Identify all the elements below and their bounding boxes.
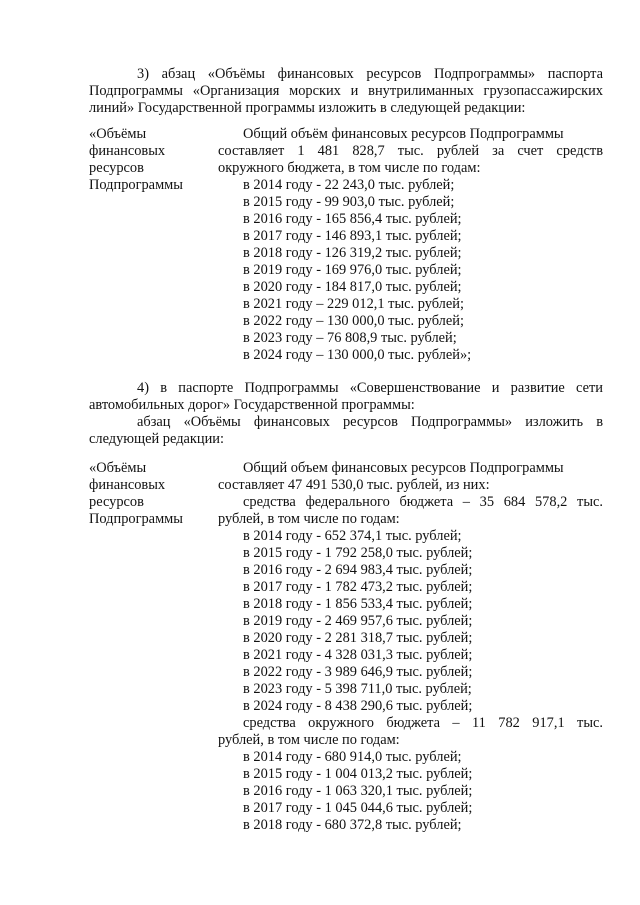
paragraph-line: следующей редакции: bbox=[89, 431, 224, 447]
content-line: составляет 47 491 530,0 тыс. рублей, из них: bbox=[218, 477, 490, 493]
year-line: в 2024 году – 130 000,0 тыс. рублей»; bbox=[243, 347, 472, 363]
year-line: в 2015 году - 99 903,0 тыс. рублей; bbox=[243, 194, 455, 210]
section-4-paragraph bbox=[89, 380, 603, 448]
label-line: ресурсов bbox=[89, 160, 144, 176]
year-line: в 2022 году - 3 989 646,9 тыс. рублей; bbox=[243, 664, 473, 680]
content-line: Общий объем финансовых ресурсов Подпрограммы bbox=[243, 460, 564, 476]
label-line: финансовых bbox=[89, 477, 166, 493]
year-line: в 2020 году - 2 281 318,7 тыс. рублей; bbox=[243, 630, 473, 646]
content-line: составляет 1 481 828,7 тыс. рублей за счет средств bbox=[218, 143, 603, 159]
year-line: в 2014 году - 680 914,0 тыс. рублей; bbox=[243, 749, 462, 765]
year-line: в 2020 году - 184 817,0 тыс. рублей; bbox=[243, 279, 462, 295]
year-line: в 2017 году - 146 893,1 тыс. рублей; bbox=[243, 228, 462, 244]
block-content bbox=[218, 126, 603, 364]
year-line: в 2018 году - 1 856 533,4 тыс. рублей; bbox=[243, 596, 473, 612]
label-line: Подпрограммы bbox=[89, 177, 183, 193]
year-line: в 2014 году - 22 243,0 тыс. рублей; bbox=[243, 177, 455, 193]
year-line: в 2018 году - 680 372,8 тыс. рублей; bbox=[243, 817, 462, 833]
content-line: рублей, в том числе по годам: bbox=[218, 732, 400, 748]
year-line: в 2021 году - 4 328 031,3 тыс. рублей; bbox=[243, 647, 473, 663]
year-line: в 2018 году - 126 319,2 тыс. рублей; bbox=[243, 245, 462, 261]
content-line: рублей, в том числе по годам: bbox=[218, 511, 400, 527]
block-label bbox=[89, 126, 209, 194]
label-line: финансовых bbox=[89, 143, 166, 159]
paragraph-line: абзац «Объёмы финансовых ресурсов Подпрограммы» изложить в bbox=[137, 414, 603, 430]
paragraph-line: 3) абзац «Объёмы финансовых ресурсов Подпрограммы» паспорта bbox=[137, 66, 603, 82]
year-line: в 2019 году - 169 976,0 тыс. рублей; bbox=[243, 262, 462, 278]
year-line: в 2016 году - 1 063 320,1 тыс. рублей; bbox=[243, 783, 473, 799]
block-content bbox=[218, 460, 603, 834]
year-line: в 2015 году - 1 004 013,2 тыс. рублей; bbox=[243, 766, 473, 782]
content-line: Общий объём финансовых ресурсов Подпрограммы bbox=[243, 126, 564, 142]
paragraph-line: автомобильных дорог» Государственной программы: bbox=[89, 397, 415, 413]
year-line: в 2022 году – 130 000,0 тыс. рублей; bbox=[243, 313, 464, 329]
section-3-paragraph bbox=[89, 66, 603, 117]
year-line: в 2024 году - 8 438 290,6 тыс. рублей; bbox=[243, 698, 473, 714]
block-label bbox=[89, 460, 209, 528]
label-line: «Объёмы bbox=[89, 460, 147, 476]
content-line: окружного бюджета, в том числе по годам: bbox=[218, 160, 481, 176]
content-line: средства федерального бюджета – 35 684 578,2 тыс. bbox=[243, 494, 603, 510]
year-line: в 2015 году - 1 792 258,0 тыс. рублей; bbox=[243, 545, 473, 561]
year-line: в 2021 году – 229 012,1 тыс. рублей; bbox=[243, 296, 464, 312]
year-line: в 2016 году - 2 694 983,4 тыс. рублей; bbox=[243, 562, 473, 578]
year-line: в 2017 году - 1 045 044,6 тыс. рублей; bbox=[243, 800, 473, 816]
year-line: в 2017 году - 1 782 473,2 тыс. рублей; bbox=[243, 579, 473, 595]
label-line: Подпрограммы bbox=[89, 511, 183, 527]
year-line: в 2014 году - 652 374,1 тыс. рублей; bbox=[243, 528, 462, 544]
label-line: ресурсов bbox=[89, 494, 144, 510]
year-line: в 2019 году - 2 469 957,6 тыс. рублей; bbox=[243, 613, 473, 629]
content-line: средства окружного бюджета – 11 782 917,1 тыс. bbox=[243, 715, 603, 731]
year-line: в 2023 году – 76 808,9 тыс. рублей; bbox=[243, 330, 457, 346]
year-line: в 2023 году - 5 398 711,0 тыс. рублей; bbox=[243, 681, 472, 697]
paragraph-line: Подпрограммы «Организация морских и внутрилиманных грузопассажирских bbox=[89, 83, 603, 99]
paragraph-line: линий» Государственной программы изложить в следующей редакции: bbox=[89, 100, 526, 116]
label-line: «Объёмы bbox=[89, 126, 147, 142]
year-line: в 2016 году - 165 856,4 тыс. рублей; bbox=[243, 211, 462, 227]
paragraph-line: 4) в паспорте Подпрограммы «Совершенствование и развитие сети bbox=[137, 380, 603, 396]
